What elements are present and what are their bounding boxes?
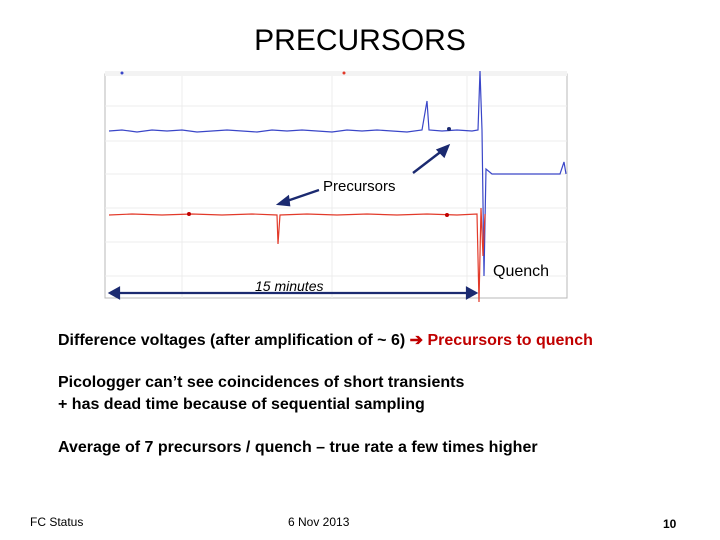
precursors-label: Precursors	[323, 178, 396, 195]
duration-label: 15 minutes	[255, 278, 324, 294]
picologger-line-1: Picologger can’t see coincidences of short transients	[58, 374, 465, 391]
page-number: 10	[663, 517, 677, 531]
precursors-to-quench-text: Precursors to quench	[427, 332, 593, 349]
legend-blue-marker	[121, 72, 124, 75]
blue-marker-1	[447, 127, 451, 131]
red-marker-1	[187, 212, 191, 216]
picologger-paragraph	[58, 372, 464, 416]
footer-date: 6 Nov 2013	[288, 515, 350, 529]
legend-red-marker	[343, 72, 346, 75]
quench-label: Quench	[493, 263, 550, 280]
slide-title: PRECURSORS	[254, 24, 466, 57]
red-marker-2	[445, 213, 449, 217]
difference-voltages-text: Difference voltages (after amplification of ~ 6)	[58, 332, 410, 349]
plot-header	[105, 71, 567, 76]
right-arrow-icon: ➔	[409, 332, 428, 349]
picologger-line-2: + has dead time because of sequential sampling	[58, 396, 425, 413]
footer-left: FC Status	[30, 515, 84, 529]
difference-voltages-line	[58, 330, 593, 350]
average-precursors-line: Average of 7 precursors / quench – true rate a few times higher	[58, 439, 538, 456]
